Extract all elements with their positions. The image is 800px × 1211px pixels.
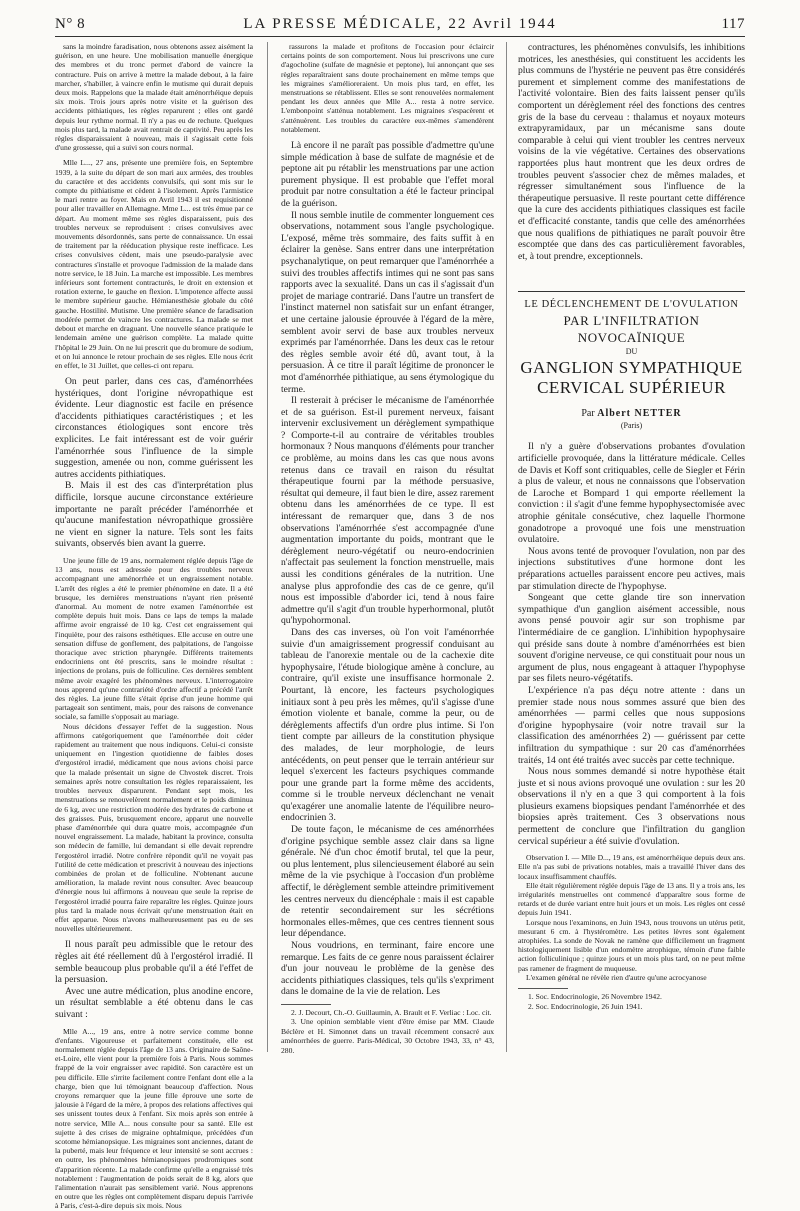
column-divider-2 <box>506 42 507 1052</box>
body-paragraph: contractures, les phénomènes convulsifs, les inhibitions motrices, les anesthésies, qui constituent les accidents les plus communs de l'hystérie ne peuvent pas être considérés purement et simplement comme des manifestations de l'activité volontaire. Bien des faits laissent penser qu'ils comportent un dérèglement réel des fonctions des centres gris de la base du cerveau : thalamus et noyaux moteurs extrapyramidaux, par un mécanisme sans doute comparable à celui qui vient troubler les centres nerveux voisins de la vie végétative. Certaines des observations rapportées plus haut montrent que les deux ordres de troubles peuvent s'associer chez de mêmes malades, et régresser simultanément sous l'influence de la thérapeutique persuasive. Il reste pourtant cette différence que la cure des accidents pithiatiques classiques est facile et d'efficacité constante, tandis que celle des aménorrhées que nous qualifions de pithiatiques ne paraît pouvoir être escomptée que dans des cas particulièrement favorables, et, à tout prendre, exceptionnels. <box>518 42 745 262</box>
case-text: Elle était régulièrement réglée depuis l'âge de 13 ans. Il y a trois ans, les irrégularités menstruelles ont commencé d'apparaître sous forme de retards et de durée variant entre huit jours et un mois. Les règles ont cessé depuis Juin 1941. <box>518 880 745 918</box>
body-paragraph: Il resterait à préciser le mécanisme de l'aménorrhée et de sa guérison. Est-il purement nerveux, faisant intervenir exclusivement un dérèglement sympathique ? Comporte-t-il au contraire de véritables troubles hormonaux ? Nous manquons d'éléments pour trancher ce problème, au moins dans les cas que nous avons retenus dans ce travail en raison du résultat thérapeutique fourni par la méthode persuasive, résultat qui demeure, il faut bien le dire, assez rarement obtenu dans les aménorrhées de ce type. Il est intéressant de remarquer que, dans 3 de nos observations l'aménorrhée s'est accompagnée d'une augmentation importante du poids, montrant que le dérèglement neuro-végétatif ou neuro-endocrinien n'affectait pas seulement la fonction menstruelle, mais aussi les conditions générales de la nutrition. Une analyse plus approfondie des cas de ce genre, qu'il nous est impossible d'aborder ici, tend à nous faire admettre qu'il s'agit d'un trouble hyperhormonal, plutôt qu'hypohormonal. <box>281 395 494 627</box>
case-text: Mlle L..., 27 ans, présente une première fois, en Septembre 1939, à la suite du départ de son mari aux armées, des troubles du caractère et des accidents convulsifs, qui sont mis sur le compte du pithiatisme et cèdent à l'isolement. Après l'armistice le mari rentre au foyer. Mais en Avril 1943 il est requisitionné pour aller travailler en Allemagne. Mme L... est très émue par ce départ. Au moment même ses règles disparaissent, puis des troubles nerveux se reproduisent : crises convulsives avec mouvements désordonnés, sans perte de connaissance. Un essai de traitement par la rééducation physique reste inefficace. Les crises convulsives cèdent, mais une pseudo-paralysie avec contractures s'installe et provoque l'admission de la malade dans notre service, le 18 Juin. La marche est impossible. Les membres inférieurs sont fortement contracturés, le droit en extension et rotation externe, le gauche en flexion. L'impotence affecte aussi le membre supérieur gauche. Hémianesthésie globale du côté gauche. Hostilité. Mutisme. Une première séance de faradisation modérée permet de vaincre les contractures. La malade se met debout et marche en draguant. Une nouvelle séance pratiquée le lendemain amène une guérison complète. La malade quitte l'hôpital le 29 Juin. On ne lui prescrit que du bromure de sodium, et on lui annonce le retour prochain de ses règles. Elle nous écrit en effet, le 31 Juillet, que celles-ci ont reparu. <box>55 158 254 370</box>
page-header <box>55 14 745 36</box>
header-rule <box>55 36 745 37</box>
title-line: GANGLION SYMPATHIQUE <box>520 358 743 378</box>
body-paragraph: Il n'y a guère d'observations probantes d'ovulation artificielle provoquée, dans la littérature médicale. Celles de Davis et Koff sont critiquables, celle de Siegler et Férin a plus de valeur, et nous ne connaissons que l'observation de Laroche et Bompard 1 qui emporte réellement la conviction : il s'agit d'une femme hypophysectomisée avec atrophie génitale consécutive, chez laquelle l'hormone gonadotrope a provoqué une fois une menstruation ovulatoire. <box>518 441 745 546</box>
author-name: Albert NETTER <box>597 408 682 420</box>
case-text: sans la moindre faradisation, nous obtenons assez aisément la guérison, en une heure. Une mobilisation manuelle énergique des membres et du tronc permet d'abord de vaincre la contracture. Puis on arrive à mettre la malade debout, à la faire marcher, s'habiller, à vaincre enfin le mutisme qui durait depuis deux mois. Rappelons que la malade était aménorrhéique depuis six mois. Trois jours après notre visite et la guérison des accidents pithiatiques, les règles reparurent ; elles ont gardé depuis leur rythme normal. Il n'y a pas eu de rechute. Quelques mois plus tard, la malade avait rentrait de captivité. Peu après les règles disparaissaient à nouveau, mais il s'agissait cette fois d'une grossesse, qui a suivi son cours normal. <box>55 42 253 153</box>
title-line: PAR L'INFILTRATION NOVOCAÏNIQUE <box>563 313 700 346</box>
body-paragraph: B. Mais il est des cas d'interprétation plus difficile, lorsque aucune circonstance extérieure importante ne paraît précéder l'aménorrhée et qu'aucune manifestation névropathique grossière ne vient en signer la nature. Tels sont les faits suivants, observés bien avant la guerre. <box>55 480 253 550</box>
column-divider-1 <box>267 42 268 1052</box>
author-city: (Paris) <box>620 420 643 430</box>
page-number: 117 <box>721 16 745 32</box>
body-paragraph: Nous nous sommes demandé si notre hypothèse était juste et si nous avions provoqué une ovulation : sur les 20 observations il n'y en a que 3 qui comportent à la fois plusieurs examens biopsiques pendant l'aménorrhée et des biopsies après traitement. Ces 3 observations nous permettent de conclure que l'infiltration du ganglion cervical supérieur a été suivie d'ovulation. <box>518 766 745 847</box>
body-paragraph: On peut parler, dans ces cas, d'aménorrhées hystériques, dont l'origine névropathique est évidente. Leur diagnostic est facile en présence d'accidents pithiatiques caractéristiques ; et les circonstances étiologiques sont encore très explicites. Le fait intéressant est de voir guérir l'aménorrhée sous l'influence de la simple suggestion, amenée ou non, comme guérissent les autres accidents pithiatiques. <box>55 376 253 480</box>
title-line: LE DÉCLENCHEMENT DE L'OVULATION <box>524 299 739 311</box>
title-line: DU <box>625 347 638 357</box>
body-paragraph: Songeant que cette glande tire son innervation sympathique d'un ganglion aisément accessible, nous avons pensé pouvoir agir sur son trophisme par l'intermédiaire de ce ganglion. L'inhibition hypophysaire qui préside sans doute à nombre d'aménorrhées est bien souvent d'origine nerveuse, ce qui constituait pour nous un argument de plus, nous engageant à attaquer l'hypophyse par ses filets neuro-végétatifs. <box>518 592 745 685</box>
footnote: 2. J. Decourt, Ch.-O. Guillaumin, A. Brault et F. Verliac : Loc. cit. <box>291 1007 492 1017</box>
footnote-rule <box>518 988 568 989</box>
body-paragraph: Avec une autre médication, plus anodine encore, un résultat semblable a été obtenu dans le cas suivant : <box>55 985 253 1020</box>
case-text: Lorsque nous l'examinons, en Juin 1943, nous trouvons un utérus petit, mesurant 6 cm. à l'hystéromètre. Les petites lèvres sont également atrophiées. La sonde de Novak ne ramène que difficilement un fragment histologiquement lisible d'un endomètre atrophique, témoin d'une faible action folliculinique ; quinze jours et un mois plus tard, on ne peut même pas ramener de fragment de muqueuse. <box>518 917 745 973</box>
footnote: 1. Soc. Endocrinologie, 26 Novembre 1942. <box>528 992 662 1002</box>
body-paragraph: Nous voudrions, en terminant, faire encore une remarque. Les faits de ce genre nous paraissent éclairer d'un jour nouveau le problème de la genèse des accidents pithiatiques classiques, tels qu'ils s'expriment dans le domaine de la vie de relation. Les <box>281 940 494 998</box>
case-text: Une jeune fille de 19 ans, normalement réglée depuis l'âge de 13 ans, nous est adressée pour des troubles nerveux accompagnant une aménorrhée et un engraissement notable. L'arrêt des règles a été le premier phénomène en date. Il a été brusque, les dernières menstruations n'ayant rien présenté d'anormal. Au moment de notre examen l'aménorrhée est complète depuis huit mois. Dans ce laps de temps la malade affirme avoir engraissé de 10 kg. C'est cet engraissement qui l'inquiète, pour des raisons esthétiques. Elle accuse en outre une sensation diffuse de gonflement, des palpitations, de l'angoisse thoracique avec striction pharyngée. Différents traitements endocriniens ont été prescrits, sans le moindre résultat : injections de prolans, puis de folliculine. Ces dernières semblent même avoir exagéré les phénomènes nerveux. L'interrogatoire nous apprend qu'une contrariété d'ordre affectif a précédé l'arrêt des règles. La jeune fille s'était éprise d'un jeune homme qui partageait son sentiment, mais, pour des raisons de convenance sociale, sa famille s'opposait au mariage. <box>55 556 253 722</box>
article-author <box>518 408 745 420</box>
footnote: 2. Soc. Endocrinologie, 26 Juin 1941. <box>528 1001 643 1011</box>
body-paragraph: Là encore il ne paraît pas possible d'admettre qu'une simple médication à base de sulfate de magnésie et de peptone ait pu rétablir les menstruations par une action purement physique. Il est probable que l'effet moral produit par notre consultation a été le facteur principal de la guérison. <box>281 140 494 209</box>
body-paragraph: Dans des cas inverses, où l'on voit l'aménorrhée suivie d'un amaigrissement progressif conduisant au tableau de l'anorexie mentale ou de la cachexie dite hypophysaire, l'étude biologique amène à conclure, au contraire, qu'il existe une insuffisance hormonale 2. Pourtant, là encore, les facteurs psychologiques initiaux sont à peu près les mêmes, qu'il s'agisse d'une émotion violente et banale, comme la peur, ou de dérèglements affectifs d'un ordre plus intime. Si l'on tient compte par ailleurs de la constitution physique des malades, de leur morphologie, de leurs antécédents, on peut penser que le terrain antérieur sur lequel s'exercent les facteurs psychiques commande pour une grande part la forme même des accidents, comme si le trouble nerveux déclenchant ne venait qu'exagérer une anomalie latente de l'équilibre neuro-endocrinien 3. <box>281 626 494 824</box>
case-text: L'examen général ne révèle rien d'autre qu'une acrocyanose <box>526 972 707 982</box>
column-1 <box>55 42 254 1211</box>
author-prefix: Par <box>581 408 595 420</box>
body-paragraph: De toute façon, le mécanisme de ces aménorrhées d'origine psychique semble assez clair dans sa ligne générale. Né d'un choc émotif brutal, tel que la peur, ou plus lentement, plus silencieusement élaboré au sein même de la vie psychique à l'occasion d'un problème affectif, le dérèglement semble atteindre primitivement les centres nerveux du diencéphale : mais il est capable de retentir secondairement sur les sécrétions hormonales elles-mêmes, que ces centres tiennent sous leur dépendance. <box>281 824 494 940</box>
issue-number: N° 8 <box>55 16 86 32</box>
case-text: Mlle A..., 19 ans, entre à notre service comme bonne d'enfants. Vigoureuse et parfaitement constituée, elle est normalement réglée depuis l'âge de 13 ans. Originaire de Saône-et-Loire, elle vient pour la première fois à Paris. Nous sommes frappé de la voir engraisser avec rapidité. Son caractère est un peu difficile. Elle s'irrite facilement contre l'enfant dont elle a la charge, bien que lui témoignant beaucoup d'affection. Nous croyons remarquer que la jeune fille éprouve une sorte de jalousie à l'égard de la mère, à propos des relations affectives qui ses unissent toutes deux à l'enfant. Six mois après son entrée à notre service, Mlle A... nous consulte pour sa santé. Elle est sujette à des crises de migraine ophtalmique, précédées d'un scotome hémianopsique. Les migraines sont anciennes, datant de la puberté, mais leur fréquence et leur intensité se sont accrues : en outre, les phénomènes hémianopsiques prodromiques sont d'apparition récente. La malade confirme qu'elle a engraissé très notablement : l'augmentation de poids serait de 8 kg, alors que l'alimentation n'aurait pas sensiblement varié. Nous apprenons en outre que les règles ont complètement disparu depuis l'arrivée à Paris, c'est-à-dire depuis six mois. Nous <box>55 1026 253 1211</box>
column-2 <box>281 42 494 1062</box>
column-3 <box>518 42 745 1062</box>
case-text: Nous décidons d'essayer l'effet de la suggestion. Nous affirmons catégoriquement que l'aménorrhée doit céder rapidement au traitement que nous indiquons. Celui-ci consiste uniquement en l'ingestion quotidienne de faibles doses d'ergostérol irradié, médicament que nous avions choisi parce que la malade présentait un signe de Chvostek discret. Trois semaines après notre consultation les règles reparaissaient, les troubles nerveux disparurent. Pendant sept mois, les menstruations se renouvelèrent normalement et le poids diminua de 6 kg, avec une restriction modérée des hydrates de carbone et des graisses. Puis, brusquement encore, apparut une nouvelle phase d'aménorrhée qui dura quatre mois, accompagnée d'un nouvel engraissement. La malade, habitant la province, consulta son médecin de famille, lui demandant si elle devait reprendre l'ergostérol irradié. Notre confrère répondit qu'il ne voyait pas l'utilité de cette médication et prescrivit à nouveau des injections combinées de prolan et de folliculine. N'obtenant aucune amélioration, la malade revint nous consulter. Avec beaucoup d'énergie nous lui affirmons à nouveau que seule la reprise de l'ergostérol irradié pourra faire reparaître les règles. Quinze jours plus tard la malade nous écrivait qu'une menstruation était en effet apparue. Nous n'avons malheureusement pas eu de ses nouvelles ultérieurement. <box>55 721 253 934</box>
title-line: CERVICAL SUPÉRIEUR <box>537 378 726 398</box>
case-text: Observation I. — Mlle D..., 19 ans, est aménorrhéique depuis deux ans. Elle n'a pas subi de privations notables, mais a travaillé l'hiver dans des locaux insuffisamment chauffés. <box>518 853 745 881</box>
footnote-rule <box>281 1004 331 1005</box>
body-paragraph: Il nous semble inutile de commenter longuement ces observations, notamment sous l'angle psychologique. L'exposé, même très sommaire, des faits suffit à en éclairer la genèse. Sans entrer dans une interprétation psychanalytique, on peut remarquer que l'aménorrhée a suivi des troubles affectifs intimes qui ne sont pas sans rapports avec la sexualité. Dans un cas il s'agissait d'un projet de mariage contrarié. Dans l'autre un transfert de l'instinct maternel non satisfait sur un enfant étranger, et une certaine jalousie éprouvée à l'égard de la mère, semblent avoir servi de base aux troubles nerveux exprimés par l'aménorrhée. Dans les deux cas le retour des règles semble avoir été dû, avant tout, à la persuasion. À ce titre il paraît légitime de prononcer le mot d'aménorrhée pithiatique, au sens étymologique du terme. <box>281 209 494 395</box>
journal-title: LA PRESSE MÉDICALE, 22 Avril 1944 <box>243 16 557 32</box>
body-paragraph: Il nous paraît peu admissible que le retour des règles ait été réellement dû à l'ergostérol irradié. Il semble beaucoup plus probable qu'il a été l'effet de la persuasion. <box>55 939 253 986</box>
case-text: rassurons la malade et profitons de l'occasion pour éclaircir certains points de son comportement. Nous lui prescrivons une cure d'agocholine (sulfate de magnésie et peptone), lui annonçant que ses règles reparaîtraient sans doute prochainement en même temps que les migraines s'amélioreraient. Un mois plus tard, en effet, les menstruations se rétablissent. Elles se sont renouvelées normalement pendant les deux années que Mlle A... resta à notre service. L'embonpoint s'atténua notablement. Les migraines s'espacèrent et s'atténuèrent. Les troubles du caractère eux-mêmes s'amendèrent notablement. <box>281 42 494 134</box>
body-paragraph: L'expérience n'a pas déçu notre attente : dans un premier stade nous nous sommes assuré que bien des aménorrhées — parmi celles que nous supposions d'origine hypophysaire (voir notre travail sur la classification des aménorrhées 2) — guérissent par cette infiltration du sympathique : sur 20 cas d'aménorrhées traités, 14 ont été traités avec succès par cette technique. <box>518 684 745 766</box>
footnote: 3. Une opinion semblable vient d'être émise par MM. Claude Béclère et H. Simonnet dans un travail récemment consacré aux aménorrhées de guerre. Paris-Médical, 30 Octobre 1943, 33, n° 43, 280. <box>281 1017 494 1055</box>
body-paragraph: Nous avons tenté de provoquer l'ovulation, non par des injections substitutives d'une hormone dont les préparations actuelles paraissent encore peu actives, mais par stimulation directe de l'hypophyse. <box>518 545 745 592</box>
article-separator-rule <box>518 291 745 292</box>
article-title <box>518 298 745 398</box>
